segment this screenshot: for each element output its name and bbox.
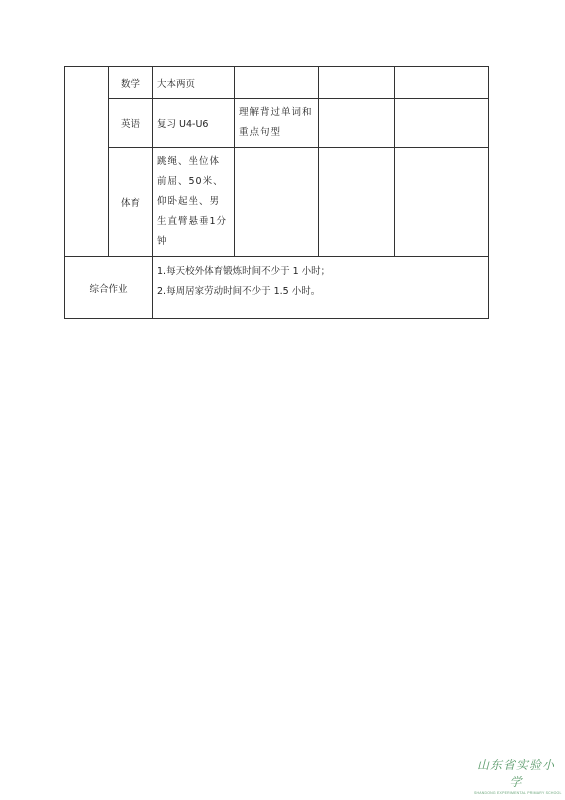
school-logo-chinese: 山东省实验小学 (476, 758, 555, 789)
content-math: 大本两页 (153, 67, 235, 99)
empty-cell (395, 99, 489, 148)
content-english: 复习 U4-U6 (153, 99, 235, 148)
empty-cell (319, 67, 395, 99)
table-row-pe (65, 148, 489, 257)
general-list (153, 257, 489, 319)
table-row-english (65, 99, 489, 148)
empty-cell (395, 67, 489, 99)
table-row-general (65, 257, 489, 319)
content-pe: 跳绳、坐位体前屈、50米、仰卧起坐、男生直臂悬垂1分钟 (153, 148, 235, 257)
empty-cell (319, 99, 395, 148)
table-row-math (65, 67, 489, 99)
empty-cell (319, 148, 395, 257)
empty-cell (395, 148, 489, 257)
subject-english: 英语 (109, 99, 153, 148)
general-label: 综合作业 (65, 257, 153, 319)
requirement-english: 理解背过单词和重点句型 (235, 99, 319, 148)
general-item: 1.每天校外体育锻炼时间不少于 1 小时； (157, 266, 331, 277)
subject-pe: 体育 (109, 148, 153, 257)
grade-cell (65, 67, 109, 257)
subject-math: 数学 (109, 67, 153, 99)
requirement-math (235, 67, 319, 99)
general-item: 2.每周居家劳动时间不少于 1.5 小时。 (157, 286, 321, 297)
requirement-pe (235, 148, 319, 257)
homework-table (64, 66, 489, 319)
school-logo-english: SHANDONG EXPERIMENTAL PRIMARY SCHOOL (474, 791, 562, 795)
school-logo (474, 756, 562, 795)
